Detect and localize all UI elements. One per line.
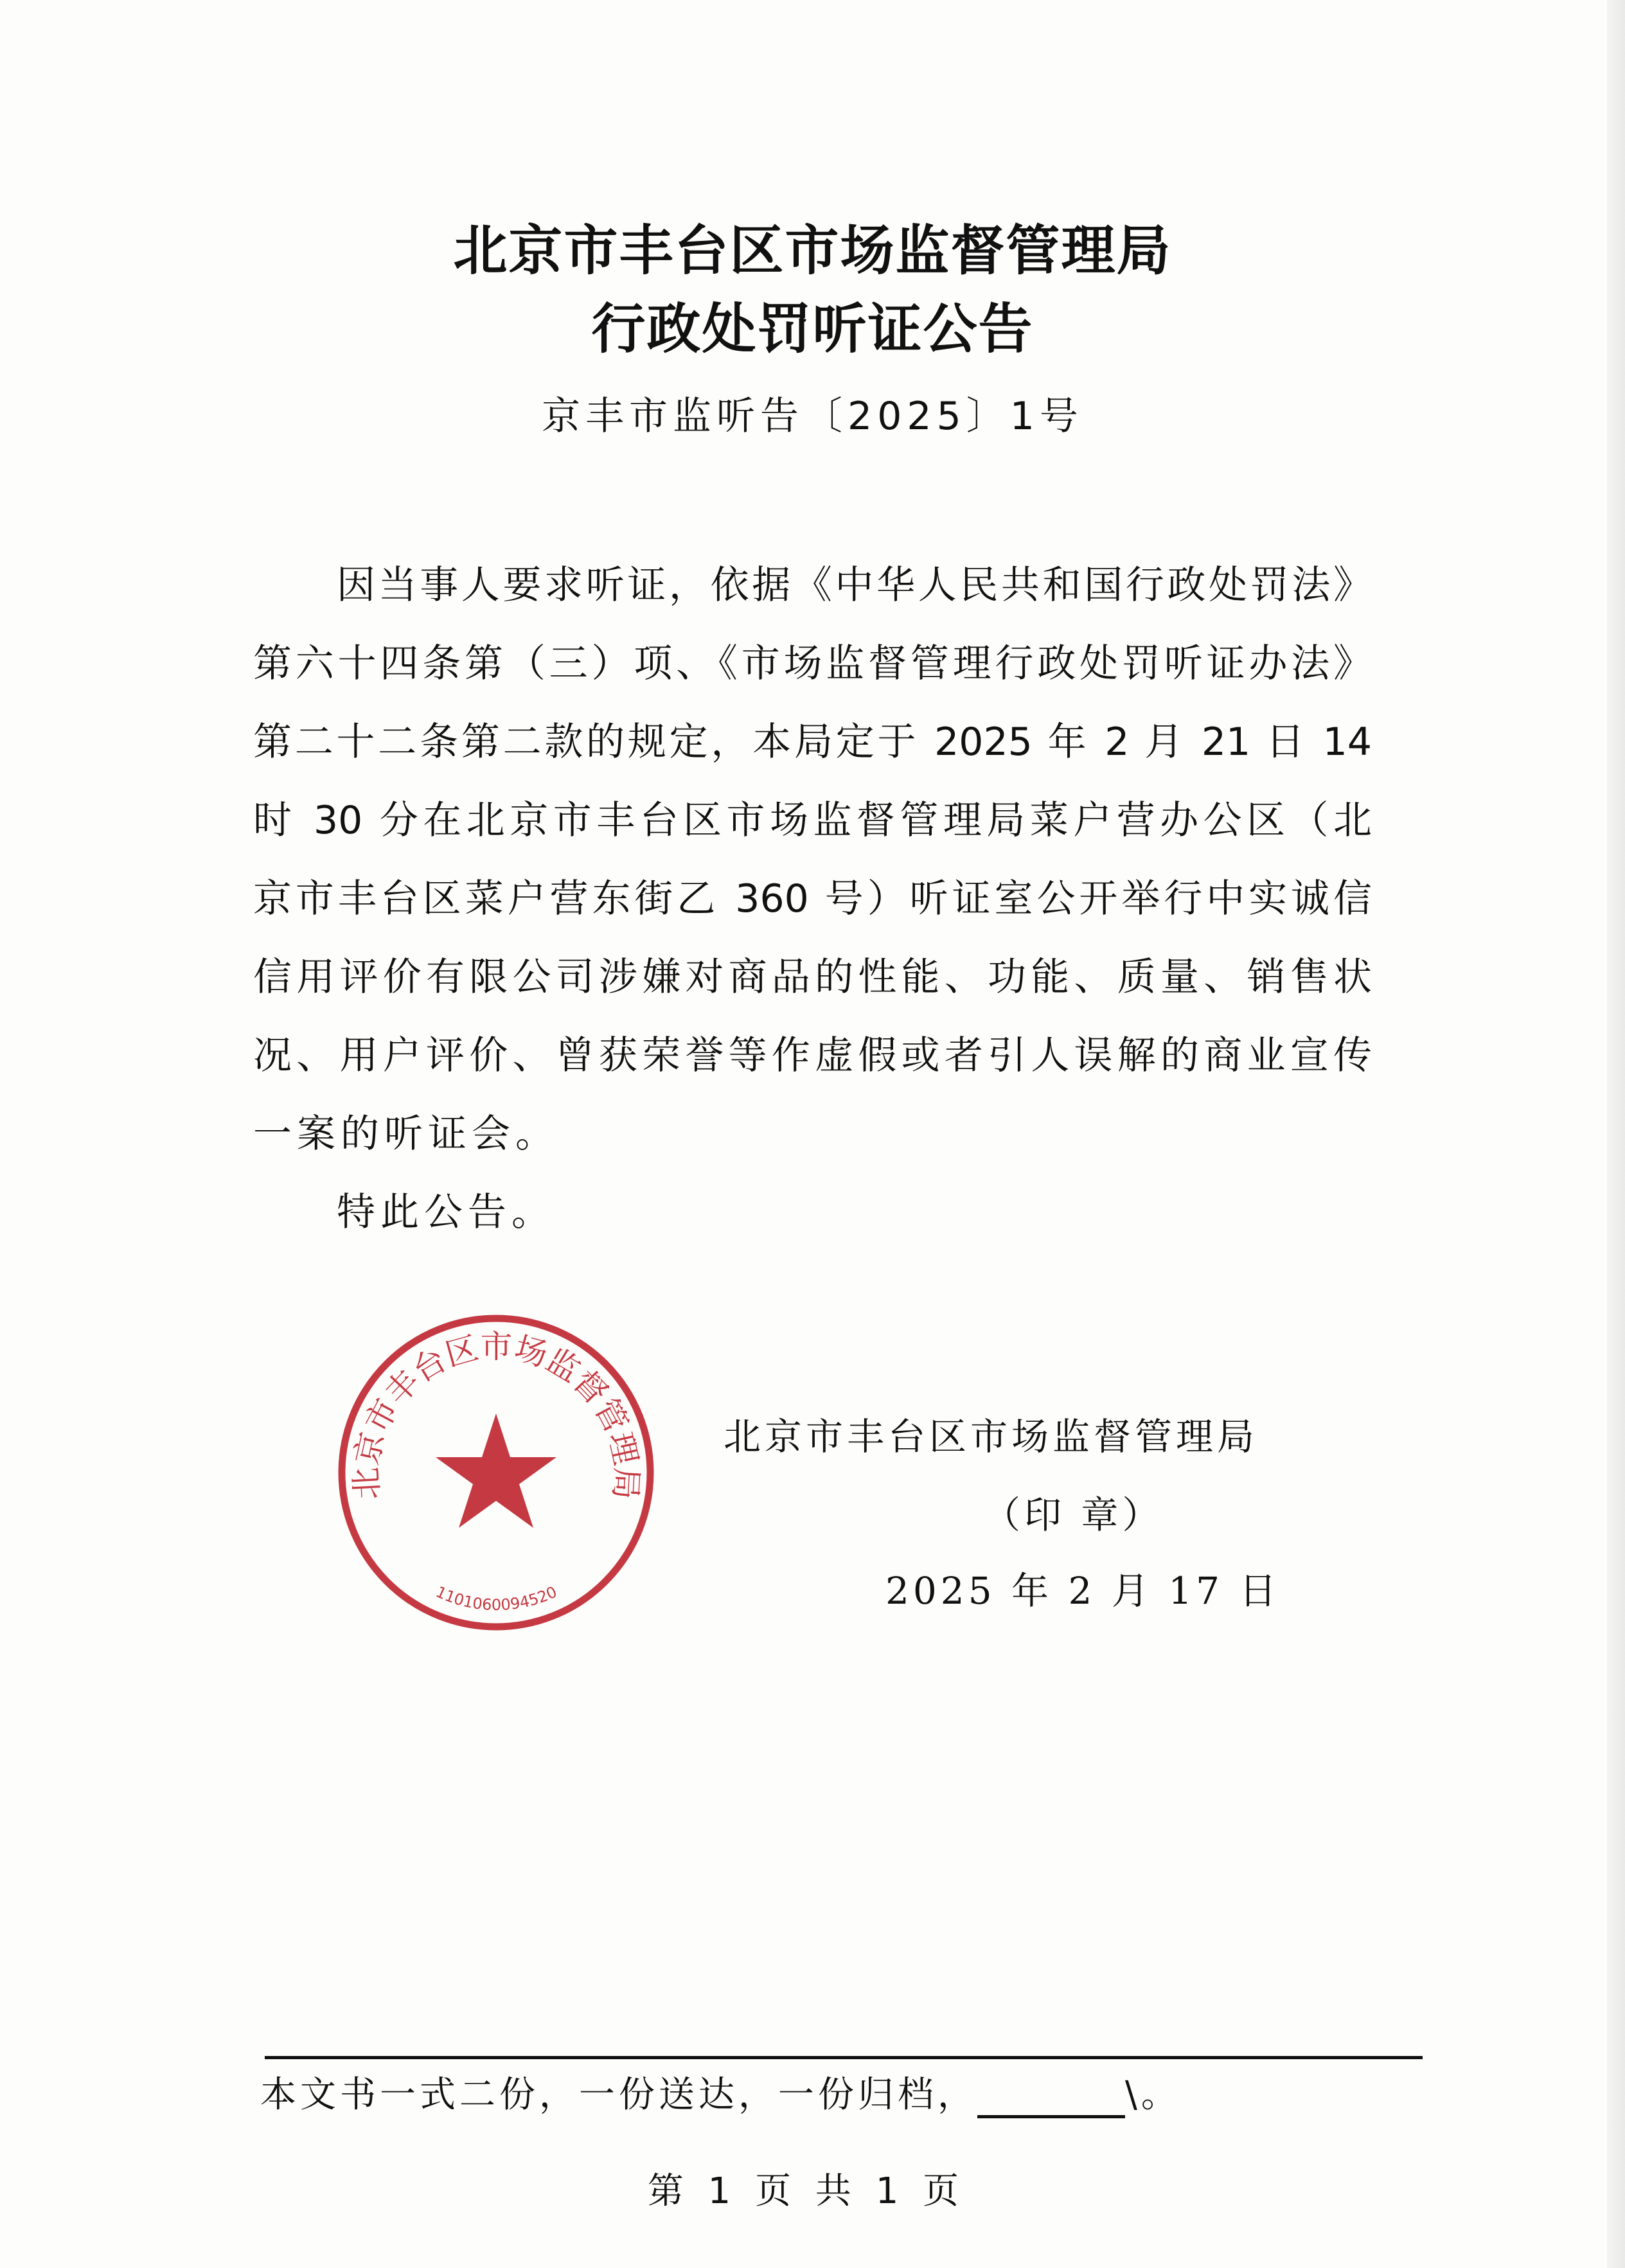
announcement-body — [253, 546, 1372, 1252]
page-number: 第 1 页 共 1 页 — [647, 2170, 966, 2212]
document-number: 京丰市监听告〔2025〕1号 — [542, 394, 1083, 439]
copies-text: 本文书一式二份，一份送达，一份归档， — [260, 2074, 977, 2116]
title-line1: 北京市丰台区市场监督管理局 — [453, 218, 1172, 282]
footer-divider — [265, 2056, 1423, 2059]
body-line: 况、用户评价、曾获荣誉等作虚假或者引人误解的商业宣传 — [253, 1033, 1372, 1078]
title-line2: 行政处罚听证公告 — [591, 297, 1034, 360]
seal-code: 1101060094520 — [432, 1582, 560, 1615]
signature-date: 2025 年 2 月 17 日 — [885, 1569, 1281, 1613]
closing-text: 特此公告。 — [337, 1190, 555, 1235]
seal-text: 北京市丰台区市场监督管理局 — [347, 1328, 646, 1501]
copies-end: \。 — [1125, 2074, 1181, 2116]
seal-label: （印 章） — [983, 1493, 1164, 1537]
body-line: 一案的听证会。 — [253, 1112, 559, 1156]
signature-organization: 北京市丰台区市场监督管理局 — [724, 1415, 1259, 1458]
body-line: 信用评价有限公司涉嫌对商品的性能、功能、质量、销售状 — [253, 955, 1372, 1000]
body-line: 第六十四条第（三）项、《市场监督管理行政处罚听证办法》 — [253, 641, 1372, 686]
body-line: 第二十二条第二款的规定，本局定于 2025 年 2 月 21 日 14 — [253, 720, 1372, 765]
seal-star-icon — [436, 1413, 556, 1528]
copies-note — [260, 2072, 1181, 2118]
official-seal — [334, 1311, 659, 1635]
body-line: 因当事人要求听证，依据《中华人民共和国行政处罚法》 — [337, 563, 1372, 608]
body-line: 时 30 分在北京市丰台区市场监督管理局菜户营办公区（北 — [253, 798, 1372, 843]
blank-field — [977, 2083, 1125, 2118]
body-line: 京市丰台区菜户营东街乙 360 号）听证室公开举行中实诚信 — [253, 876, 1372, 921]
